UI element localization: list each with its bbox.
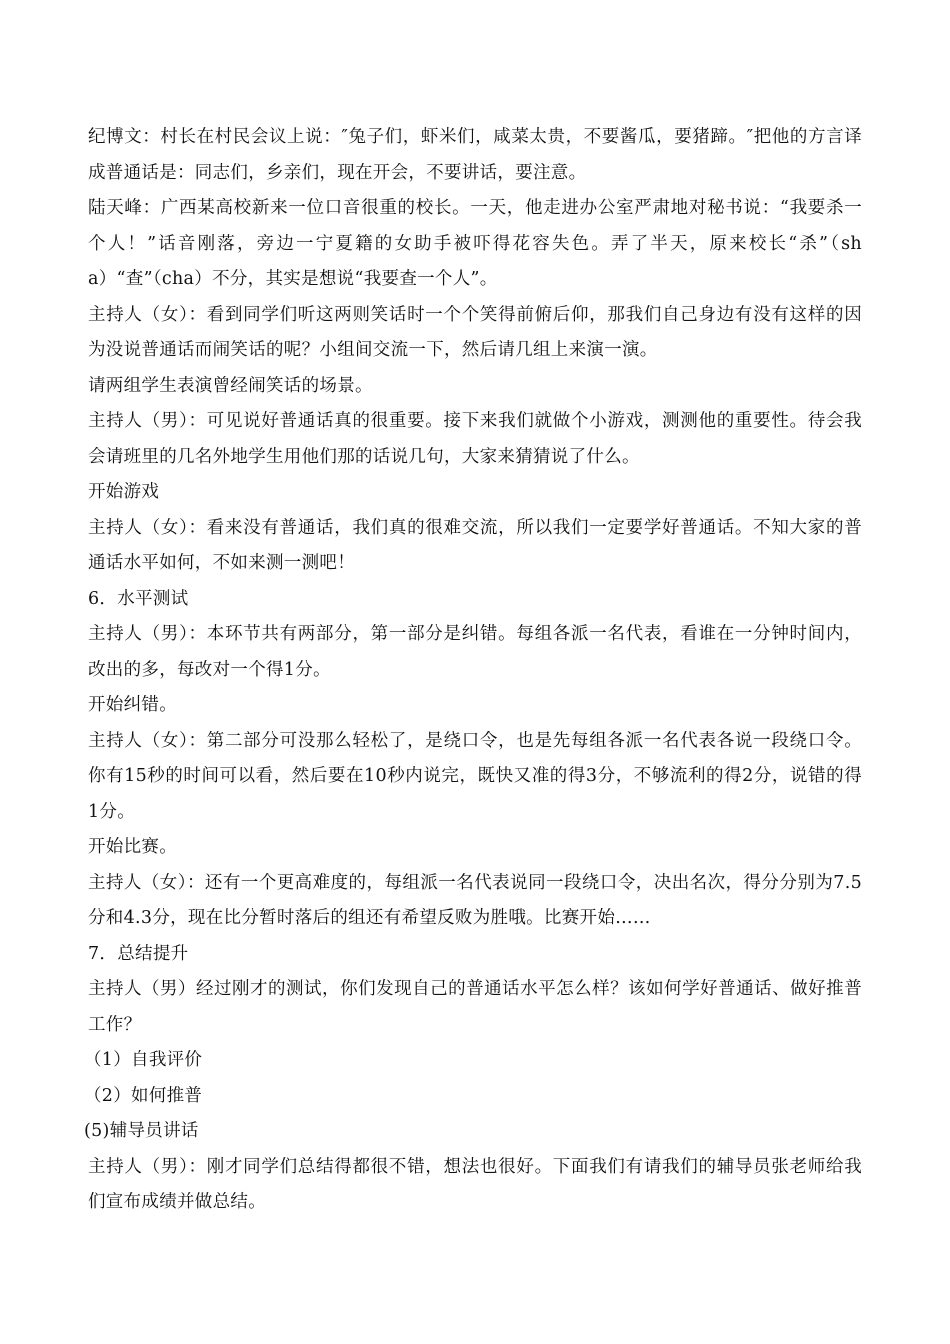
- paragraph-19: 主持人（男）：刚才同学们总结得都很不错，想法也很好。下面我们有请我们的辅导员张老师给我们宣布成绩并做总结。: [88, 1156, 862, 1212]
- paragraph-7: 主持人（女）：看来没有普通话，我们真的很难交流，所以我们一定要学好普通话。不知大家的普通话水平如何，不如来测一测吧！: [88, 517, 862, 573]
- list-item-5: (5)辅导员讲话: [84, 1121, 199, 1141]
- paragraph-5: 主持人（男）：可见说好普通话真的很重要。接下来我们就做个小游戏，测测他的重要性。待会我会请班里的几名外地学生用他们那的话说几句，大家来猜猜说了什么。: [88, 411, 862, 467]
- paragraph-10: 开始纠错。: [88, 695, 177, 715]
- paragraph-9: 主持人（男）：本环节共有两部分，第一部分是纠错。每组各派一名代表，看谁在一分钟时间内，改出的多，每改对一个得1分。: [88, 624, 862, 680]
- document-page: [84, 120, 862, 1221]
- paragraph-11: 主持人（女）：第二部分可没那么轻松了，是绕口令，也是先每组各派一名代表各说一段绕口令。你有15秒的时间可以看，然后要在10秒内说完，既快又准的得3分，不够流利的得2分，说错的得1分。: [88, 730, 862, 822]
- paragraph-12: 开始比赛。: [88, 837, 177, 857]
- list-item-1: （1）自我评价: [84, 1050, 203, 1070]
- paragraph-6: 开始游戏: [88, 482, 160, 502]
- paragraph-15: 主持人（男）经过刚才的测试，你们发现自己的普通话水平怎么样？该如何学好普通话、做好推普工作？: [88, 979, 862, 1035]
- section-heading-7: 7．总结提升: [88, 943, 189, 964]
- paragraph-1: 纪博文：村长在村民会议上说：″兔子们，虾米们，咸菜太贵，不要酱瓜，要猪蹄。″把他的方言译成普通话是：同志们，乡亲们，现在开会，不要讲话，要注意。: [88, 127, 862, 183]
- paragraph-4: 请两组学生表演曾经闹笑话的场景。: [88, 375, 373, 396]
- paragraph-3: 主持人（女）：看到同学们听这两则笑话时一个个笑得前俯后仰，那我们自己身边有没有这样的因为没说普通话而闹笑话的呢？小组间交流一下，然后请几组上来演一演。: [88, 304, 862, 360]
- paragraph-2: 陆天峰：广西某高校新来一位口音很重的校长。一天，他走进办公室严肃地对秘书说：“我要杀一个人！”话音刚落，旁边一宁夏籍的女助手被吓得花容失色。弄了半天，原来校长“杀”（sha）“查”（cha）不分，其实是想说“我要查一个人”。: [88, 198, 862, 289]
- section-heading-6: 6．水平测试: [88, 588, 189, 609]
- list-item-2: （2）如何推普: [84, 1085, 203, 1106]
- paragraph-13: 主持人（女）：还有一个更高难度的，每组派一名代表说同一段绕口令，决出名次，得分分别为7.5分和4.3分，现在比分暂时落后的组还有希望反败为胜哦。比赛开始……: [88, 872, 862, 928]
